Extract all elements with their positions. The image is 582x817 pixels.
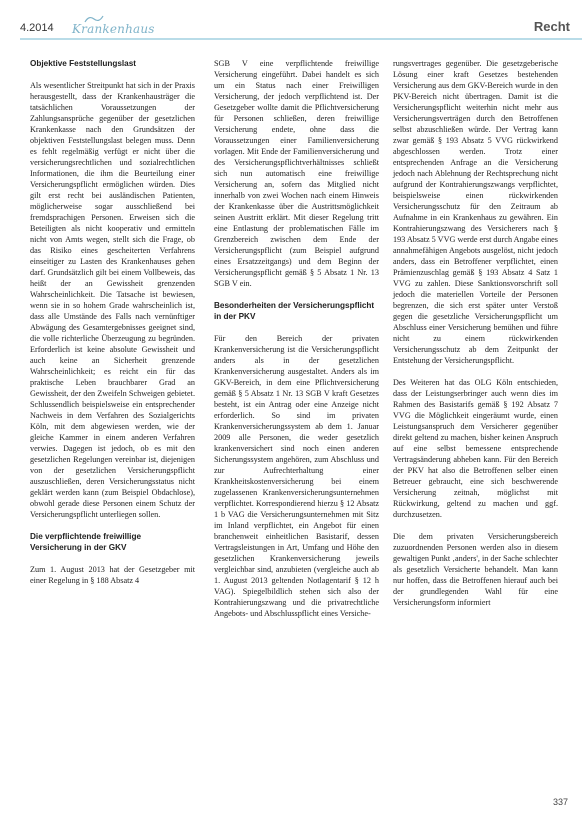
magazine-logo: [72, 14, 155, 36]
paragraph: Als wesentlicher Streitpunkt hat sich in der Praxis herausgestellt, dass der Krankenhausträger die tatsächlichen Voraussetzungen der Zahlungsansprüche gegenüber der gesetzlichen Krankenkasse nach den Grundsätzen der objektiven Feststellungslast belegen muss. Denn es fehlt regelmäßig verfügt er nicht über die versicherungsrechtlichen und sozialrechtlichen Informationen, die ihm die Beurteilung einer Versicherungspflicht ermöglichen würden. Dies gilt erst recht bei ausländischen Patienten, möglicherweise sogar ausschließend bei fremdsprachigen Personen. Erweisen sich die Beteiligten als nicht kooperativ und ermitteln nicht von Amts wegen, stellt sich die Frage, ob das Risiko eines gescheiterten Verfahrens einseitiger zu Lasten des Krankenhauses gehen darf. Grundsätzlich gilt bei einem Vollbeweis, das heißt der an Gewissheit grenzenden Wahrscheinlichkeit. Die Tatsache ist bewiesen, wenn sie in so hohem Grade wahrscheinlich ist, dass alle Umstände des Falls nach vernünftiger Abwägung des Gesamtergebnisses geeignet sind, die volle richterliche Überzeugung zu begründen. Erforderlich ist keine absolute Gewissheit und auch keine an Sicherheit grenzende Wahrscheinlichkeit; es reicht ein für das praktische Leben brauchbarer Grad an Gewissheit, der den Zweifeln Schweigen gebietet. Schlussendlich beispielsweise ein entsprechender Nachweis in dem Verfahren des Sozialgerichts Köln, mit dem abgewiesen werden, wie der gleiche Kammer in einem anderen Verfahren verwies. Dagegen ist jedoch, ob es mit den gesetzlichen Regelungen vereinbar ist, diejenigen von der gesetzlichen Versicherungspflicht auszuschließen, deren Versicherungsstatus nicht geklärt werden kann (zum Beispiel Obdachlose), obwohl gerade diese Personen einem Schutz der Versicherungspflicht unterliegen sollen.: [30, 81, 195, 519]
section-title: Recht: [533, 19, 570, 34]
issue-number: 4.2014: [20, 22, 54, 34]
page-header: [0, 0, 582, 40]
section-heading: Besonderheiten der Versicherungspflicht in der PKV: [214, 301, 375, 321]
paragraph: rungsvertrages gegenüber. Die gesetzgeberische Lösung einer kraft Gesetzes bestehenden Versicherung aus dem GKV-Bereich wurde in den PKV-Bereich nicht übertragen. Damit ist die Versicherungspflicht weiterhin nicht mehr aus Versicherungsverträgen durch den Betroffenen selbst abzuschließen würde. Der Vertrag kann zwar gemäß § 193 Absatz 5 VVG rückwirkend abgeschlossen werden. Trotz einer entsprechenden Anfrage an die Versicherung jedoch nach Ablehnung der Rechtsprechung nicht aufgrund der Kontrahierungszwangs verpflichtet, beispielsweise einen rückwirkenden Versicherungsschutz für den Zeitraum ab Aufnahme in ein Krankenhaus zu gewähren. Ein Kontrahierungszwang des Versicherers nach § 193 Absatz 5 VVG werde erst durch Angabe eines annahmefähigen Angebots ausgelöst, nicht jedoch anders, dass ein Betroffener verpflichtet, einen Prämienzuschlag gemäß § 193 Absatz 4 Satz 1 VVG zu zahlen. Diese Sanktionsvorschrift soll jedoch die materiellen Vorteile der Personen begrenzen, die sich erst später unter Verstoß gegen die gesetzliche Versicherungspflicht um Abschluss einer Versicherung bemühen und führe nicht zu einem rückwirkenden Versicherungsschutz ab dem Zeitpunkt der Entstehung der Versicherungspflicht.: [393, 59, 558, 365]
paragraph: Die dem privaten Versicherungsbereich zuzuordnenden Personen werden also in diesem gewaltigen Punkt ‚anders', in der Sache schlechter als gesetzlich Versicherte behandelt. Man kann nur hoffen, dass die Betroffenen hierauf auch bei der grundlegenden Wahl für eine Versicherungsform informiert: [393, 532, 558, 607]
paragraph: Für den Bereich der privaten Krankenversicherung ist die Versicherungspflicht anders als in der gesetzlichen Krankenversicherung ausgestaltet. Anders als im GKV-Bereich, in dem eine Pflichtversicherung gemäß § 5 Absatz 1 Nr. 13 SGB V kraft Gesetzes besteht, ist ein Antrag oder eine Anzeige nicht erforderlich. So sind im privaten Krankenversicherungssystem ab dem 1. Januar 2009 alle Personen, die weder gesetzlich krankenversichert sind noch einen anderen Sicherungssystem angehören, zum Abschluss und zur Aufrechterhaltung einer Krankheitskostenversicherung bei einem zugelassenen Krankenversicherungsunternehmen verpflichtet. Korrespondierend hierzu § 12 Absatz 1 b VAG die Versicherungsunternehmen mit Sitz im Inland verpflichtet, ein Angebot für einen branchenweit einheitlichen Basistarif, dessen Vertragsleistungen in Art, Umfang und Höhe den gesetzlichen Krankenversicherung jeweils vergleichbar sind, anzubieten (vergleiche auch ab 1. August 2013 geltenden Notlagentarif § 12 h VAG). Spiegelbildlich stehen sich also der Kontrahierungszwang und die privatrechtliche Angebots- und Abschlusspflicht eines Versiche-: [214, 334, 379, 618]
section-heading: Die verpflichtende freiwillige Versicherung in der GKV: [30, 532, 142, 552]
header-divider: [20, 38, 582, 40]
section-heading: Objektive Feststellungslast: [30, 59, 137, 68]
logo-text: Krankenhaus: [72, 22, 155, 36]
text-column-2: [214, 58, 379, 619]
paragraph: Des Weiteren hat das OLG Köln entschieden, dass der Leistungserbringer auch wenn dies im Rahmen des Basistarifs gemäß § 192 Absatz 7 VVG die Möglichkeit eingeräumt wurde, einen Leistungsanspruch dem Versicherer gegenüber direkt geltend zu machen, bisher keinen Anspruch auf eine selbst bemessene entsprechende Vertragsänderung abheben kann. Für den Bereich der PKV hat also die Betroffenen selber einen Betreuer gebraucht, eine sich beschwerende Versicherung zeitnah, möglichst mit Rückwirkung, geltend zu machen und ggf. durchzusetzen.: [393, 378, 558, 519]
text-column-1: [30, 58, 195, 586]
text-column-3: [393, 58, 558, 608]
paragraph: Zum 1. August 2013 hat der Gesetzgeber mit einer Regelung in § 188 Absatz 4: [30, 565, 195, 585]
page-number: 337: [552, 797, 568, 807]
paragraph: SGB V eine verpflichtende freiwillige Versicherung eingeführt. Dabei handelt es sich um ein Status nach einer Freiwilligen Versicherung, der jedoch verpflichtend ist. Der Gesetzgeber wollte damit die Pflichtversicherung für Personen schließen, deren freiwillige Versicherung endete, ohne dass die Voraussetzungen einer Familienversicherung vorlagen. Mit Ende der Familienversicherung und des Versicherungspflichtverhältnisses schließt sich nun automatisch eine freiwillige Versicherung an, sofern das Mitglied nicht innerhalb von zwei Wochen nach einem Hinweis der Krankenkasse über die Austrittsmöglichkeit seinen Austritt erklärt. Mit dieser Regelung tritt eine Entlastung der problematischen Fälle im Grenzbereich zwischen dem Ende der Versicherungspflicht (zum Beispiel aufgrund eines Ersatzzeitgangs) und dem Beginn der Versicherungspflicht gemäß § 5 Absatz 1 Nr. 13 SGB V ein.: [214, 59, 379, 288]
